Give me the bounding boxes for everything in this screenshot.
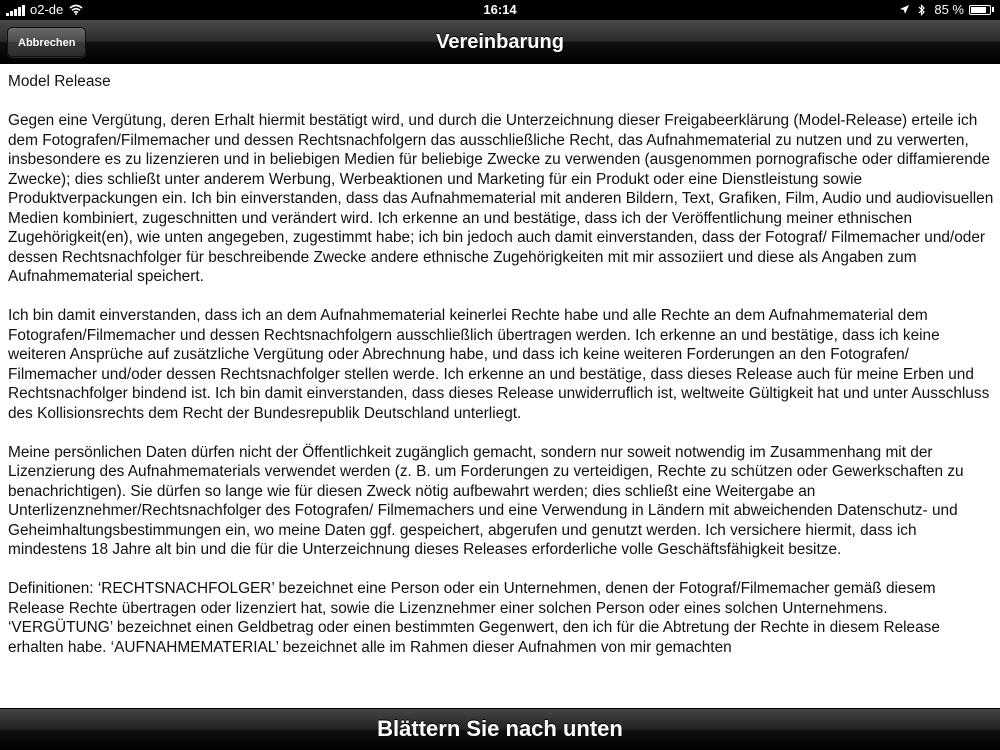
bluetooth-icon <box>918 4 926 16</box>
location-arrow-icon <box>899 4 910 15</box>
paragraph: Definitionen: ‘RECHTSNACHFOLGER’ bezeichnet eine Person oder ein Unternehmen, denen der Fotograf/Filmemacher gemäß diesem Release Rechte übertragen oder lizenziert hat, sowie die Lizenznehmer einer solchen Person oder eines solchen Unternehmens. ‘VERGÜTUNG’ bezeichnet einen Geldbetrag oder einen bestimmten Gegenwert, den ich für die Abtretung der Rechte in diesem Release erhalten habe. ‘AUFNAHMEMATERIAL’ bezeichnet alle im Rahmen dieser Aufnahmen von mir gemachten <box>8 580 940 656</box>
bottom-bar[interactable] <box>0 708 1000 750</box>
battery-percent: 85 % <box>934 2 964 17</box>
cancel-button[interactable]: Abbrechen <box>7 27 86 57</box>
paragraph: Ich bin damit einverstanden, dass ich an dem Aufnahmematerial keinerlei Rechte habe und alle Rechte an dem Aufnahmematerial dem Fotografen/Filmemacher und dessen Rechtsnachfolgern ausschließlich übertragen werden. Ich erkenne an und bestätige, dass ich keine weiteren Ansprüche auf zusätzliche Vergütung oder Abrechnung habe, und dass ich keine weiteren Forderungen an den Fotografen/ Filmemacher und/oder dessen Rechtsnachfolger stellen werde. Ich erkenne an und bestätige, dass dieses Release auch für meine Erben und Rechtsnachfolger bindend ist. Ich bin damit einverstanden, dass dieses Release unwiderruflich ist, weltweite Gültigkeit hat und unter Ausschluss des Kollisionsrechts dem Recht der Bundesrepublik Deutschland unterliegt. <box>8 307 990 422</box>
scroll-down-hint[interactable]: Blättern Sie nach unten <box>377 716 623 741</box>
paragraph: Gegen eine Vergütung, deren Erhalt hiermit bestätigt wird, und durch die Unterzeichnung dieser Freigabeerklärung (Model-Release) erteile ich dem Fotografen/Filmemacher und dessen Rechtsnachfolgern das ausschließliche Recht, das Aufnahmematerial zu nutzen und zu verwerten, insbesondere es zu lizenzieren und in beliebigen Medien für beliebige Zwecke zu verwenden (ausgenommen pornografische oder diffamierende Zwecke); dies schließt unter anderem Werbung, Werbeaktionen und Marketing für ein Produkt oder eine Dienstleistung sowie Produktverpackungen ein. Ich bin einverstanden, dass das Aufnahmematerial mit anderen Bildern, Text, Grafiken, Film, Audio und audiovisuellen Medien kombiniert, zugeschnitten und verändert wird. Ich erkenne an und bestätige, dass ich der Veröffentlichung meiner ethnischen Zugehörigkeit(en), wie unten angegeben, zugestimmt habe; ich bin jedoch auch damit einverstanden, dass der Fotograf/ Filmemacher und/oder dessen Rechtsnachfolger für beschreibende Zwecke andere ethnische Zugehörigkeiten mit mir assoziiert und diese als Angaben zum Aufnahmematerial speichert. <box>8 112 994 285</box>
paragraph: Meine persönlichen Daten dürfen nicht der Öffentlichkeit zugänglich gemacht, sondern nur soweit notwendig im Zusammenhang mit der Lizenzierung des Aufnahmematerials verwendet werden (z. B. um Forderungen zu verteidigen, Rechte zu schützen oder Gewerkschaften zu benachrichtigen). Sie dürfen so lange wie für diesen Zweck nötig aufbewahrt werden; dies schließt eine Weitergabe an Unterlizenznehmer/Rechtsnachfolger des Fotografen/ Filmemachers und eine Verwendung in Ländern mit abweichenden Datenschutz- und Geheimhaltungsbestimmungen ein, wo meine Daten ggf. gespeichert, abgerufen und genutzt werden. Ich versichere hiermit, dass ich mindestens 18 Jahre alt bin und die für die Unterzeichnung dieses Releases erforderliche volle Geschäftsfähigkeit besitze. <box>8 443 964 558</box>
page-title: Vereinbarung <box>436 31 564 53</box>
document-heading: Model Release <box>8 73 111 90</box>
status-bar <box>0 0 1000 20</box>
agreement-text[interactable] <box>8 64 996 708</box>
carrier-name: o2-de <box>30 2 64 17</box>
status-right <box>899 2 994 17</box>
battery-tip <box>992 7 994 12</box>
status-time: 16:14 <box>483 2 517 17</box>
battery-icon <box>969 5 991 15</box>
battery-fill <box>971 7 986 13</box>
navigation-bar <box>0 20 1000 64</box>
